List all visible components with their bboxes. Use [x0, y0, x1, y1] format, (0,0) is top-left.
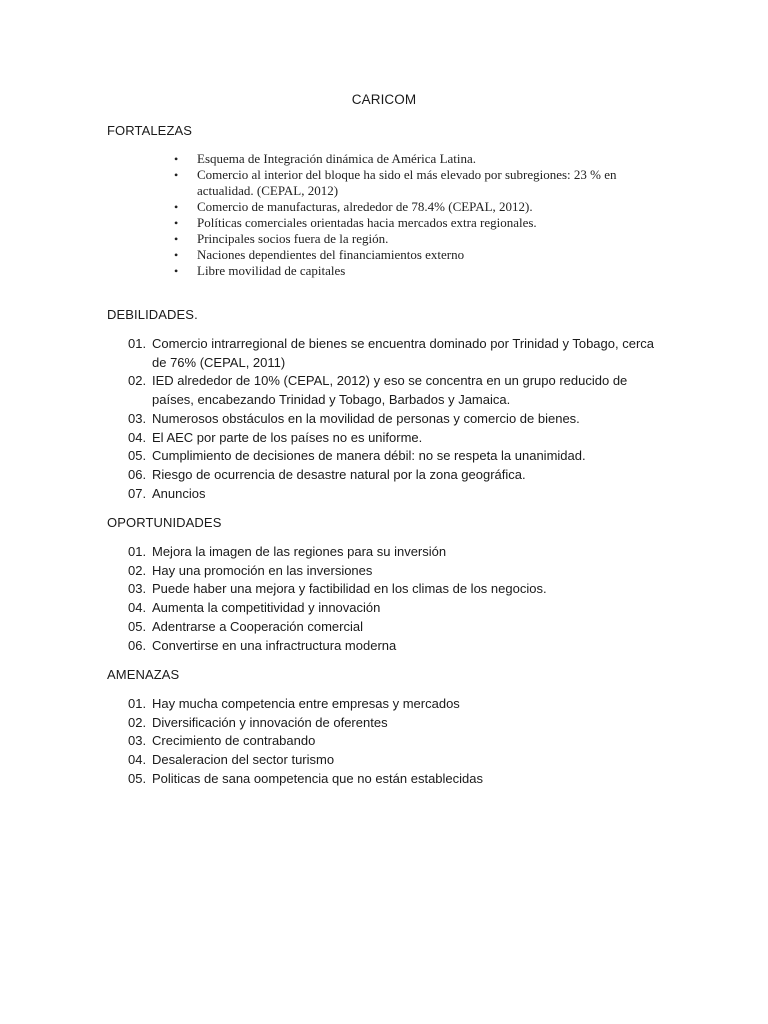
item-number: 05. — [128, 618, 147, 634]
item-text: Diversificación y innovación de oferentes — [152, 714, 388, 730]
item-text: Hay una promoción en las inversiones — [152, 562, 373, 578]
list-item — [128, 543, 668, 562]
list-item — [128, 410, 668, 429]
list-item: • Comercio al interior del bloque ha sido el más elevado por subregiones: 23 % en actualidad. (CEPAL, 2012) — [172, 167, 632, 199]
list-item — [128, 429, 668, 448]
oportunidades-list — [128, 543, 668, 655]
heading-oportunidades: OPORTUNIDADES — [107, 515, 222, 530]
item-text: IED alrededor de 10% (CEPAL, 2012) y eso se concentra en un grupo reducido de países, encabezando Trinidad y Tobago, Barbados y Jamaica. — [152, 373, 628, 408]
item-number: 04. — [128, 600, 147, 616]
list-item: • Políticas comerciales orientadas hacia mercados extra regionales. — [172, 215, 632, 231]
item-text: Riesgo de ocurrencia de desastre natural por la zona geográfica. — [152, 466, 526, 482]
item-text: Anuncios — [152, 485, 206, 501]
item-number: 02. — [128, 562, 147, 578]
item-number: 07. — [128, 485, 147, 501]
list-item — [128, 695, 668, 714]
item-number: 05. — [128, 448, 147, 464]
item-text: Hay mucha competencia entre empresas y mercados — [152, 696, 460, 711]
item-text: Desaleracion del sector turismo — [152, 752, 335, 768]
item-text: Comercio intrarregional de bienes se encuentra dominado por Trinidad y Tobago, cerca de 76% (CEPAL, 2011) — [152, 336, 654, 370]
item-number: 03. — [128, 733, 147, 749]
item-number: 02. — [128, 373, 147, 389]
heading-debilidades: DEBILIDADES. — [107, 307, 198, 322]
list-item — [128, 751, 668, 770]
item-number: 04. — [128, 429, 147, 445]
list-item: • Libre movilidad de capitales — [172, 263, 632, 279]
item-number: 02. — [128, 714, 147, 730]
list-item — [128, 599, 668, 618]
list-item — [128, 485, 668, 504]
item-text: Aumenta la competitividad y innovación — [152, 600, 381, 616]
heading-amenazas: AMENAZAS — [107, 667, 180, 682]
heading-fortalezas: FORTALEZAS — [107, 123, 193, 138]
item-text: Numerosos obstáculos en la movilidad de personas y comercio de bienes. — [152, 410, 580, 426]
debilidades-list — [128, 335, 668, 503]
amenazas-list — [128, 695, 668, 789]
list-item: • Naciones dependientes del financiamientos externo — [172, 247, 632, 263]
list-item — [128, 580, 668, 599]
item-number: 06. — [128, 466, 147, 482]
list-item: • Principales socios fuera de la región. — [172, 231, 632, 247]
item-number: 06. — [128, 637, 147, 653]
item-text: Adentrarse a Cooperación comercial — [152, 618, 363, 634]
item-number: 03. — [128, 581, 147, 597]
item-text: Politicas de sana oompetencia que no están establecidas — [152, 770, 483, 786]
item-text: Crecimiento de contrabando — [152, 733, 316, 749]
item-number: 05. — [128, 770, 147, 786]
list-item — [128, 714, 668, 733]
list-item — [128, 618, 668, 637]
list-item — [128, 770, 668, 789]
item-number: 01. — [128, 336, 147, 351]
list-item — [128, 637, 668, 656]
fortalezas-list — [172, 151, 632, 279]
list-item: • Comercio de manufacturas, alrededor de 78.4% (CEPAL, 2012). — [172, 199, 632, 215]
item-text: El AEC por parte de los países no es uniforme. — [152, 429, 423, 445]
item-text: Mejora la imagen de las regiones para su inversión — [152, 544, 447, 559]
list-item — [128, 372, 668, 409]
list-item — [128, 562, 668, 581]
item-number: 04. — [128, 752, 147, 768]
item-text: Puede haber una mejora y factibilidad en los climas de los negocios. — [152, 581, 547, 597]
list-item — [128, 447, 668, 466]
item-text: Convertirse en una infractructura moderna — [152, 637, 397, 653]
list-item — [128, 732, 668, 751]
list-item: • Esquema de Integración dinámica de América Latina. — [172, 151, 632, 167]
item-number: 01. — [128, 696, 147, 711]
list-item — [128, 335, 668, 372]
document-title: CARICOM — [351, 92, 417, 107]
list-item — [128, 466, 668, 485]
item-text: Cumplimiento de decisiones de manera débil: no se respeta la unanimidad. — [152, 448, 586, 464]
item-number: 01. — [128, 544, 147, 559]
item-number: 03. — [128, 410, 147, 426]
